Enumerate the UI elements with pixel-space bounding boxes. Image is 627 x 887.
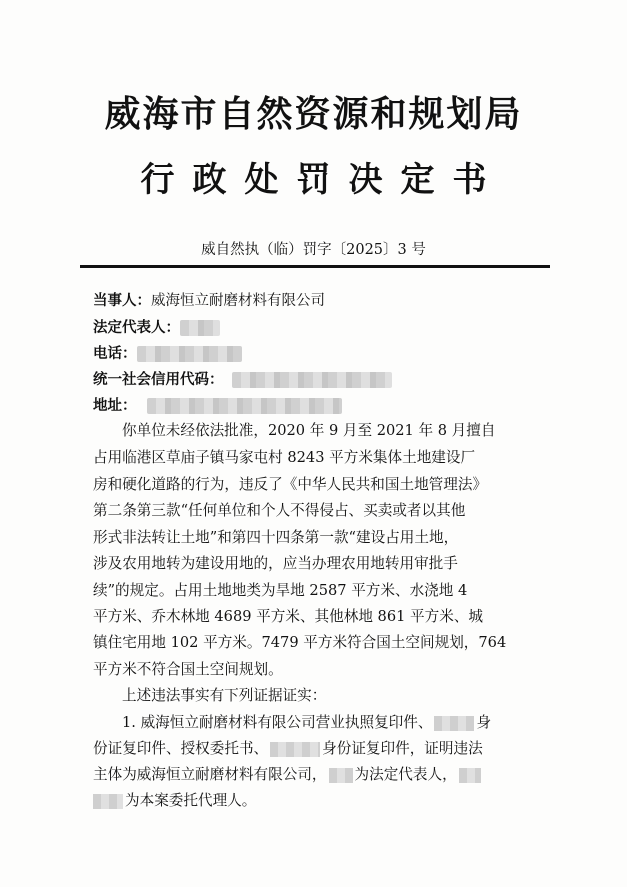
phone-label: 电话： — [93, 346, 137, 362]
redacted-address — [147, 398, 342, 414]
evidence-item-1-text-b: 身 — [476, 714, 492, 731]
redacted-credit-code — [232, 372, 392, 388]
redacted-name-3 — [329, 768, 353, 783]
document-number: 威自然执（临）罚字〔2025〕3 号 — [201, 242, 426, 258]
evidence-item-1-text-a: 1. 威海恒立耐磨材料有限公司营业执照复印件、 — [122, 714, 433, 731]
evidence-item-1-line-3 — [93, 763, 483, 784]
facts-line-10: 平方米不符合国土空间规划。 — [93, 661, 283, 678]
redacted-name-1 — [434, 716, 474, 731]
facts-line-6: 涉及农用地转为建设用地的，应当办理农用地转用审批手 — [93, 555, 458, 572]
facts-line-9: 镇住宅用地 102 平方米。7479 平方米符合国土空间规划，764 — [93, 634, 507, 651]
evidence-item-1-text-f: 为法定代表人， — [354, 766, 457, 783]
party-field — [93, 289, 325, 310]
legal-rep-field — [93, 316, 220, 337]
evidence-item-1-line-2 — [93, 737, 483, 758]
party-value: 威海恒立耐磨材料有限公司 — [151, 293, 325, 309]
facts-line-1: 你单位未经依法批准，2020 年 9 月至 2021 年 8 月擅自 — [122, 422, 496, 439]
header-divider — [80, 265, 550, 268]
redacted-legal-rep — [180, 320, 220, 336]
credit-code-label: 统一社会信用代码： — [93, 372, 224, 388]
evidence-item-1-line-1 — [122, 711, 491, 732]
redacted-name-5 — [93, 794, 123, 809]
evidence-item-1-line-4 — [93, 789, 256, 810]
address-label: 地址： — [93, 398, 137, 414]
facts-line-5: 形式非法转让土地”和第四十四条第一款“建设占用土地， — [93, 529, 459, 546]
redacted-name-2 — [270, 742, 320, 757]
facts-line-2: 占用临港区草庙子镇马家屯村 8243 平方米集体土地建设厂 — [93, 449, 476, 466]
redacted-phone — [137, 346, 242, 362]
credit-code-field — [93, 368, 392, 389]
evidence-intro: 上述违法事实有下列证据证实： — [122, 687, 327, 704]
evidence-item-1-text-g: 为本案委托代理人。 — [125, 792, 257, 809]
facts-line-8: 平方米、乔木林地 4689 平方米、其他林地 861 平方米、城 — [93, 608, 484, 625]
phone-field — [93, 342, 242, 363]
evidence-item-1-text-e: 主体为威海恒立耐磨材料有限公司， — [93, 766, 327, 783]
document-type-title: 行政处罚决定书 — [140, 160, 505, 200]
address-field — [93, 394, 342, 415]
redacted-name-4 — [459, 768, 481, 783]
legal-rep-label: 法定代表人： — [93, 320, 180, 336]
evidence-item-1-text-d: 身份证复印件，证明违法 — [322, 740, 483, 757]
evidence-item-1-text-c: 份证复印件、授权委托书、 — [93, 740, 269, 757]
facts-line-3: 房和硬化道路的行为，违反了《中华人民共和国土地管理法》 — [93, 476, 488, 493]
facts-line-7: 续”的规定。占用土地地类为旱地 2587 平方米、水浇地 4 — [93, 582, 468, 599]
facts-line-4: 第二条第三款“任何单位和个人不得侵占、买卖或者以其他 — [93, 502, 466, 519]
party-label: 当事人： — [93, 293, 151, 309]
agency-title: 威海市自然资源和规划局 — [104, 93, 523, 135]
